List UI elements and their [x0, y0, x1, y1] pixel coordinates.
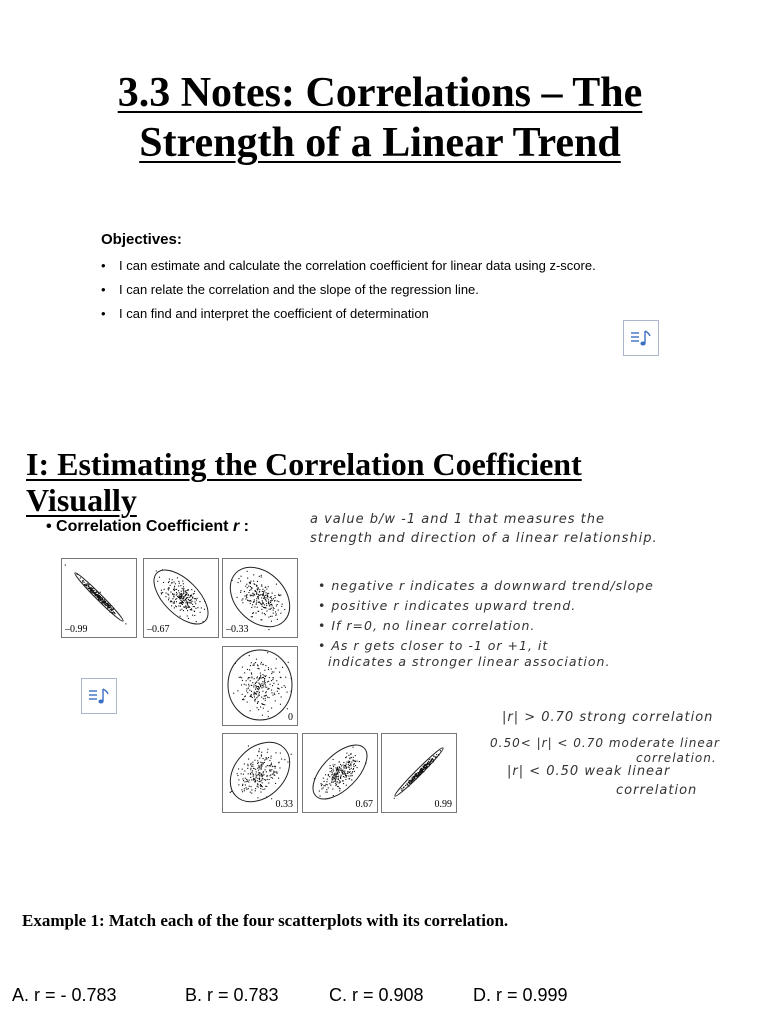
scatter-points [156, 569, 206, 622]
answer-choice: A. r = - 0.783 [12, 985, 117, 1005]
scatterplot [222, 646, 298, 726]
note-line: • negative r indicates a downward trend/slope [318, 578, 654, 593]
correlation-label: –0.33 [226, 624, 249, 635]
page-title [0, 68, 760, 168]
correlation-label: 0 [288, 712, 293, 723]
note-line: • As r gets closer to -1 or +1, it [318, 638, 549, 653]
title-line-1: 3.3 Notes: Correlations – The [117, 70, 643, 116]
objective-item: • I can estimate and calculate the correlation coefficient for linear data using z-score. [101, 256, 596, 280]
strength-line: correlation. [636, 751, 717, 765]
answer-choice: D. r = 0.999 [473, 985, 568, 1005]
scatterplot [222, 733, 298, 813]
answer-choice: C. r = 0.908 [329, 985, 424, 1005]
correlation-ellipse [304, 736, 376, 808]
correlation-bullet-colon: : [243, 518, 249, 535]
scatter-points [394, 750, 441, 799]
correlation-label: 0.99 [434, 799, 452, 810]
definition-line-1: a value b/w -1 and 1 that measures the [310, 512, 605, 527]
example-prompt: Example 1: Match each of the four scatterplots with its correlation. [22, 911, 509, 930]
scatter-points [314, 747, 366, 797]
scatter-points [233, 652, 292, 717]
objective-item: • I can relate the correlation and the slope of the regression line. [101, 280, 596, 304]
audio-button[interactable] [81, 678, 117, 714]
scatterplot [302, 733, 378, 813]
answer-choice: B. r = 0.783 [185, 985, 279, 1005]
scatterplot-canvas [223, 647, 297, 725]
correlation-label: 0.67 [355, 799, 373, 810]
section-heading-line-1: I: Estimating the Correlation Coefficient [26, 446, 582, 482]
title-line-2: Strength of a Linear Trend [139, 120, 621, 166]
objective-item: • I can find and interpret the coefficient of determination [101, 304, 596, 328]
correlation-label: 0.33 [275, 799, 293, 810]
audio-button[interactable] [623, 320, 659, 356]
section-heading-line-2: Visually [26, 482, 137, 518]
note-line: • positive r indicates upward trend. [318, 598, 577, 613]
correlation-label: –0.99 [65, 624, 88, 635]
scatter-points [230, 745, 292, 799]
objectives-list [101, 256, 596, 328]
correlation-bullet-var: r [232, 518, 240, 535]
strength-line: |r| > 0.70 strong correlation [502, 710, 714, 725]
scatterplot [222, 558, 298, 638]
strength-line: correlation [616, 783, 698, 798]
definition-line-2: strength and direction of a linear relationship. [310, 531, 658, 546]
correlation-bullet-label: Correlation Coefficient [56, 518, 229, 535]
correlation-bullet: • Correlation Coefficient r : [46, 518, 249, 535]
correlation-ellipse [228, 650, 292, 720]
note-line: indicates a stronger linear association. [318, 654, 611, 669]
scatterplot [381, 733, 457, 813]
correlation-label: –0.67 [147, 624, 170, 635]
note-line: • If r=0, no linear correlation. [318, 618, 536, 633]
strength-line: |r| < 0.50 weak linear [507, 764, 671, 779]
audio-note-icon [630, 329, 652, 347]
scatter-points [65, 565, 127, 625]
objectives-heading: Objectives: [101, 231, 182, 248]
audio-note-icon [88, 687, 110, 705]
section-heading [26, 446, 666, 518]
strength-line: 0.50< |r| < 0.70 moderate linear [490, 736, 720, 750]
scatterplot [61, 558, 137, 638]
scatterplot [143, 558, 219, 638]
